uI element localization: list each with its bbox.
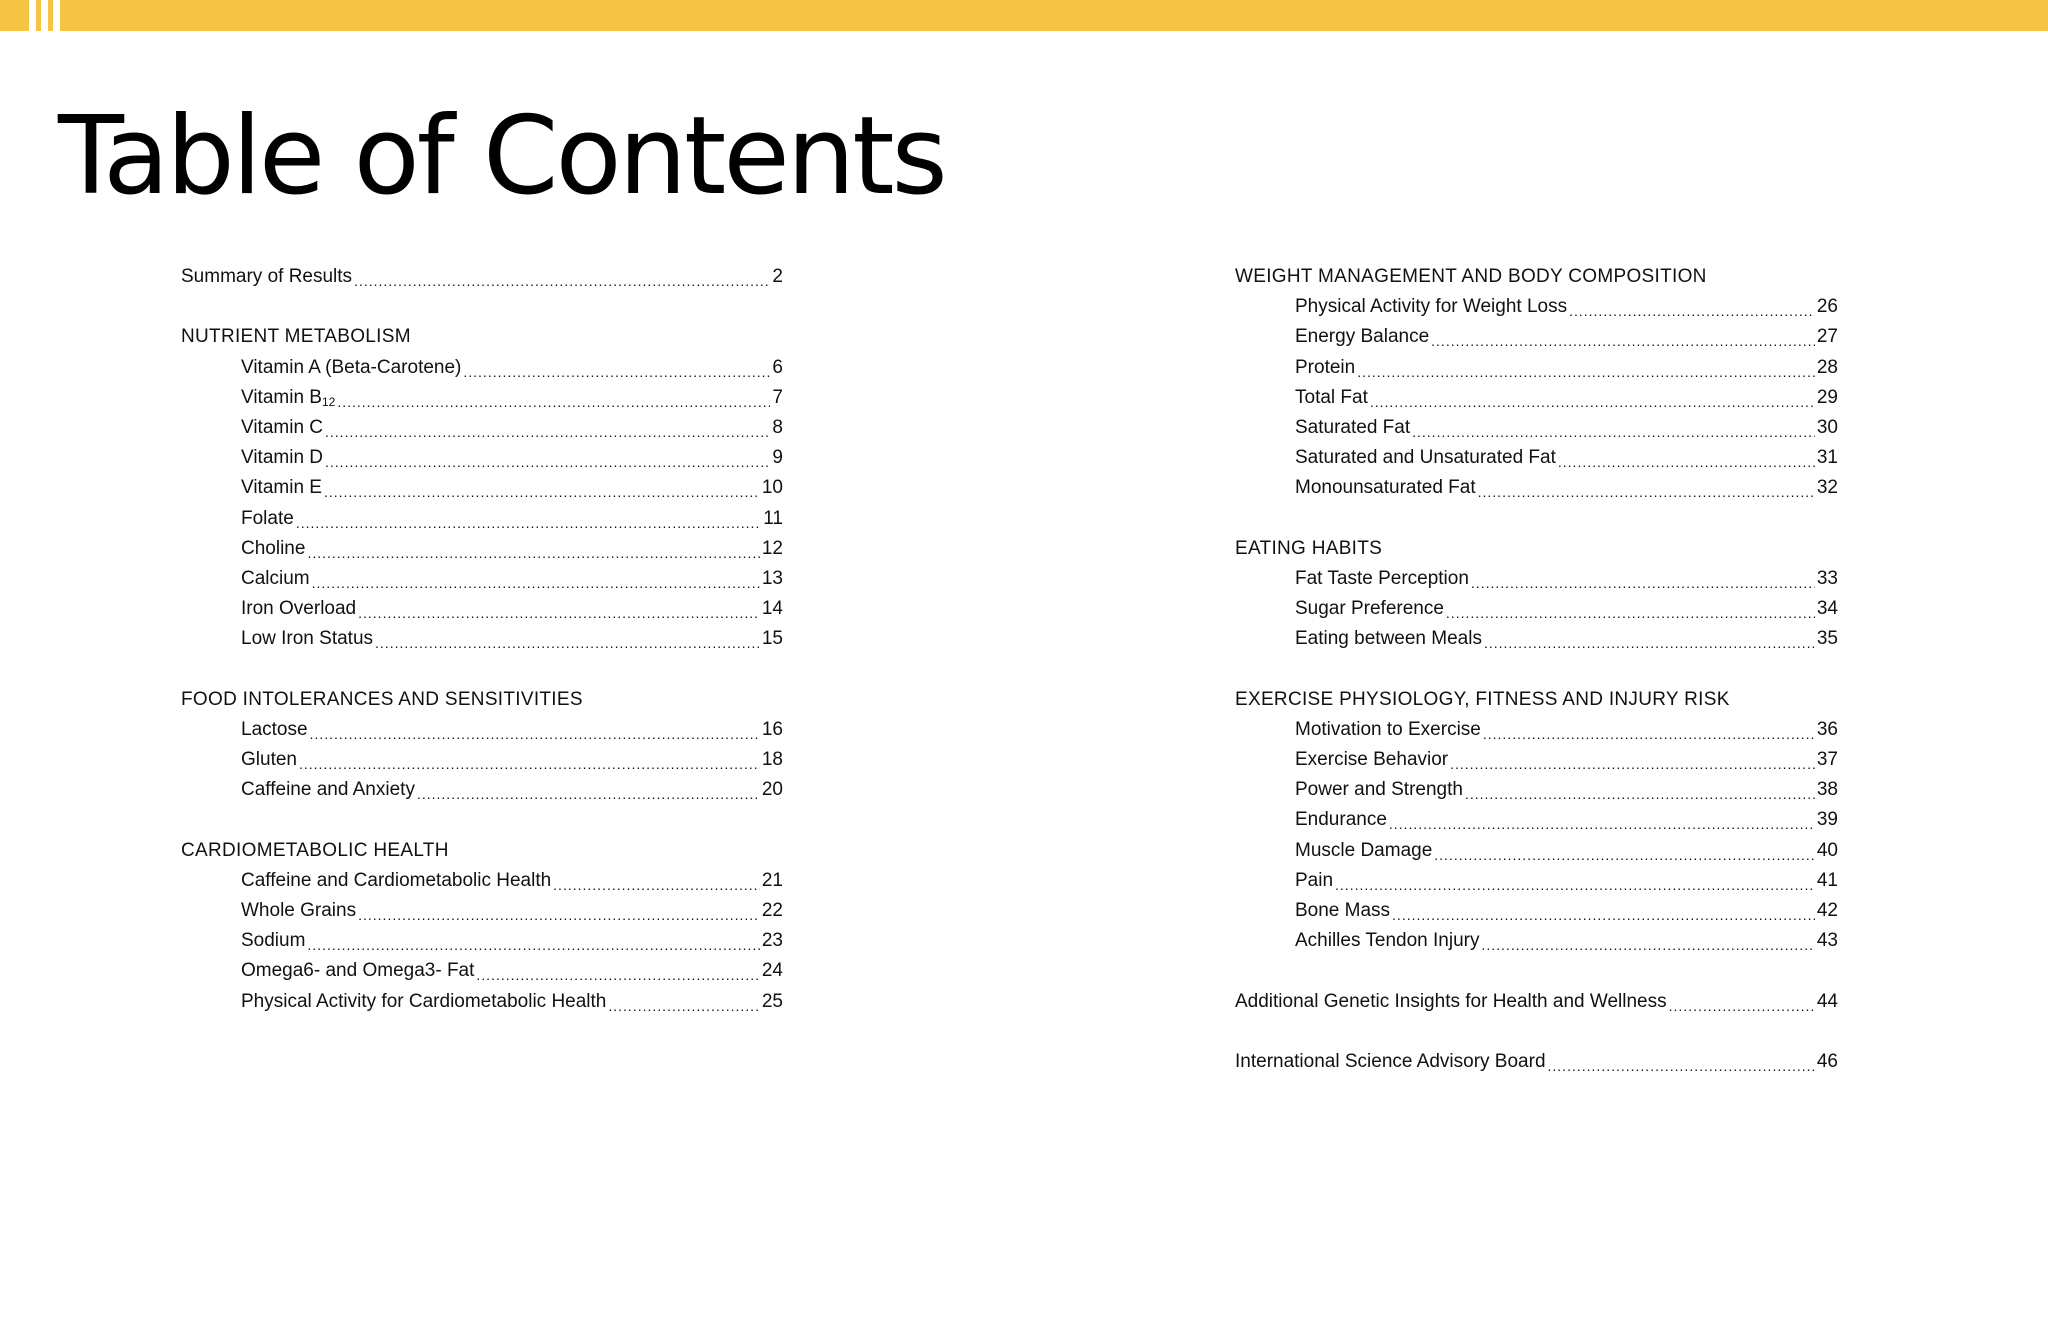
toc-right-trailing — [1235, 987, 1838, 1078]
toc-entry-label — [1295, 568, 1469, 590]
toc-entry-label — [241, 779, 415, 801]
toc-entry-label — [241, 508, 294, 530]
toc-section-heading: EXERCISE PHYSIOLOGY, FITNESS AND INJURY RISK — [1235, 688, 1730, 710]
dot-leader — [1481, 937, 1814, 953]
dot-leader — [553, 877, 760, 893]
dot-leader — [1450, 756, 1815, 772]
toc-entry[interactable] — [181, 473, 783, 503]
toc-entry[interactable] — [1235, 745, 1838, 775]
toc-entry[interactable] — [181, 504, 783, 534]
dot-leader — [1370, 394, 1815, 410]
toc-entry-label — [1295, 387, 1368, 409]
dot-leader — [463, 364, 770, 380]
toc-entry-label — [1295, 870, 1333, 892]
toc-entry-label — [1295, 296, 1567, 318]
toc-entry-label — [241, 357, 461, 379]
dot-leader — [1548, 1058, 1815, 1074]
toc-page-number: 31 — [1816, 447, 1838, 469]
toc-entry[interactable] — [181, 383, 783, 413]
toc-entry[interactable] — [1235, 413, 1838, 443]
toc-section-heading: NUTRIENT METABOLISM — [181, 326, 411, 348]
toc-entry-label — [241, 749, 297, 771]
dot-leader — [1483, 726, 1815, 742]
toc-entry-label — [1295, 477, 1476, 499]
toc-entry-text: Sugar Preference — [1295, 598, 1444, 620]
toc-entry-text: Achilles Tendon Injury — [1295, 930, 1480, 952]
toc-entry-text: Fat Taste Perception — [1295, 567, 1469, 589]
toc-entry[interactable] — [1235, 896, 1838, 926]
toc-entry-text: Folate — [241, 507, 294, 529]
dot-leader — [1569, 303, 1815, 319]
dot-leader — [375, 635, 760, 651]
toc-entry-text: Choline — [241, 537, 306, 559]
toc-page-number: 41 — [1816, 869, 1838, 891]
toc-entry-label — [241, 991, 606, 1013]
dot-leader — [358, 605, 760, 621]
toc-page-number: 7 — [772, 386, 783, 408]
toc-entry-text: Lactose — [241, 718, 308, 740]
dot-leader — [1434, 847, 1815, 863]
toc-entry[interactable] — [1235, 624, 1838, 654]
toc-entry-text: Low Iron Status — [241, 628, 374, 650]
toc-entry-label — [1295, 598, 1444, 620]
dot-leader — [1392, 907, 1815, 923]
toc-entry-text: Endurance — [1295, 809, 1387, 831]
subscript: 12 — [321, 394, 336, 409]
accent-stripe — [41, 0, 48, 31]
toc-entry-text: Monounsaturated Fat — [1295, 477, 1476, 499]
toc-entry-text: Pain — [1295, 869, 1334, 891]
dot-leader — [1465, 786, 1815, 802]
toc-section-heading: WEIGHT MANAGEMENT AND BODY COMPOSITION — [1235, 266, 1707, 288]
toc-entry-label — [241, 719, 308, 741]
toc-page-number: 42 — [1816, 900, 1838, 922]
dot-leader — [1335, 877, 1815, 893]
toc-page-number: 12 — [761, 537, 783, 559]
toc-page-number: 28 — [1816, 356, 1838, 378]
toc-entry-label — [241, 628, 373, 650]
toc-page-number: 15 — [761, 628, 783, 650]
dot-leader — [296, 515, 761, 531]
dot-leader — [476, 967, 759, 983]
toc-page-number: 11 — [763, 507, 783, 529]
toc-entry[interactable] — [181, 926, 783, 956]
toc-entry-text: Gluten — [241, 749, 297, 771]
toc-page-number: 14 — [761, 598, 783, 620]
toc-page-number: 16 — [761, 718, 783, 740]
dot-leader — [417, 786, 760, 802]
toc-entry-label — [1295, 628, 1482, 650]
dot-leader — [325, 454, 770, 470]
toc-entry[interactable] — [1235, 443, 1838, 473]
toc-left-column — [181, 262, 783, 1017]
toc-page-number: 22 — [761, 900, 783, 922]
toc-entry-text: Vitamin B — [241, 386, 322, 408]
toc-entry[interactable] — [1235, 322, 1838, 352]
toc-entry-text: Power and Strength — [1295, 779, 1463, 801]
toc-entry-label — [241, 870, 551, 892]
toc-entry[interactable] — [181, 353, 783, 383]
dot-leader — [310, 726, 760, 742]
toc-page-number: 10 — [761, 477, 783, 499]
toc-entry-label — [1295, 417, 1410, 439]
toc-entry[interactable] — [1235, 473, 1838, 503]
toc-entry-label — [241, 960, 474, 982]
accent-stripe — [53, 0, 60, 31]
dot-leader — [1431, 333, 1815, 349]
toc-page-number: 30 — [1816, 417, 1838, 439]
dot-leader — [1412, 424, 1815, 440]
toc-page-number: 34 — [1816, 598, 1838, 620]
dot-leader — [337, 394, 770, 410]
toc-entry-label — [1295, 719, 1481, 741]
toc-page-number: 38 — [1816, 779, 1838, 801]
toc-entry[interactable] — [1235, 987, 1838, 1017]
toc-page-number: 46 — [1816, 1050, 1838, 1072]
toc-entry[interactable] — [181, 715, 783, 745]
toc-entry-text: Vitamin D — [241, 447, 324, 469]
toc-page-number: 21 — [761, 869, 783, 891]
toc-entry[interactable] — [181, 956, 783, 986]
toc-entry[interactable] — [181, 896, 783, 926]
toc-entry-label — [241, 568, 310, 590]
toc-entry-text: Motivation to Exercise — [1295, 718, 1481, 740]
toc-section-heading: FOOD INTOLERANCES AND SENSITIVITIES — [181, 688, 583, 710]
dot-leader — [1446, 605, 1815, 621]
toc-entry-text: Omega6- and Omega3- Fat — [241, 960, 475, 982]
toc-entry[interactable] — [181, 987, 783, 1017]
toc-entry-label — [241, 538, 305, 560]
toc-page-number: 25 — [761, 990, 783, 1012]
toc-page-number: 44 — [1816, 990, 1838, 1012]
toc-entry-text: Muscle Damage — [1295, 839, 1433, 861]
toc-section-heading: EATING HABITS — [1235, 537, 1383, 559]
toc-entry-label — [1295, 779, 1463, 801]
toc-page-number: 26 — [1816, 296, 1838, 318]
dot-leader — [354, 273, 770, 289]
toc-entry[interactable] — [1235, 715, 1838, 745]
toc-entry-label — [1295, 357, 1355, 379]
toc-entry-label — [241, 387, 335, 409]
dot-leader — [358, 907, 760, 923]
toc-page-number: 9 — [772, 447, 783, 469]
toc-entry-text: Bone Mass — [1295, 900, 1391, 922]
dot-leader — [1357, 364, 1815, 380]
toc-page-number: 37 — [1816, 749, 1838, 771]
toc-entry-text: Caffeine and Cardiometabolic Health — [241, 869, 552, 891]
toc-entry-label — [241, 417, 323, 439]
toc-entry-label — [1295, 930, 1479, 952]
toc-entry-text: Iron Overload — [241, 598, 357, 620]
toc-entry-label — [1295, 326, 1429, 348]
toc-entry[interactable] — [181, 624, 783, 654]
toc-entry-label — [241, 447, 323, 469]
toc-entry-text: Saturated and Unsaturated Fat — [1295, 447, 1556, 469]
toc-section-heading: CARDIOMETABOLIC HEALTH — [181, 839, 449, 861]
toc-entry-label — [241, 598, 356, 620]
dot-leader — [608, 998, 759, 1014]
toc-entry-text: International Science Advisory Board — [1235, 1050, 1546, 1072]
dot-leader — [1669, 998, 1815, 1014]
toc-entry-text: Additional Genetic Insights for Health and Wellness — [1235, 990, 1667, 1012]
toc-entry[interactable] — [1235, 1047, 1838, 1077]
toc-entry-text: Energy Balance — [1295, 326, 1430, 348]
toc-entry-text: Physical Activity for Weight Loss — [1295, 296, 1568, 318]
top-accent-bar — [0, 0, 2048, 31]
toc-entry-label — [1295, 447, 1556, 469]
toc-entry[interactable] — [181, 534, 783, 564]
toc-entry[interactable] — [181, 413, 783, 443]
toc-left-sections — [181, 322, 783, 1016]
toc-page-number: 8 — [772, 417, 783, 439]
toc-page-number: 20 — [761, 779, 783, 801]
toc-entry-text: Vitamin A (Beta-Carotene) — [241, 356, 462, 378]
toc-entry-text: Physical Activity for Cardiometabolic Health — [241, 990, 607, 1012]
toc-entry-label — [1295, 840, 1432, 862]
dot-leader — [307, 937, 759, 953]
toc-entry[interactable] — [181, 775, 783, 805]
toc-entry-text: Caffeine and Anxiety — [241, 779, 415, 801]
toc-entry[interactable] — [1235, 353, 1838, 383]
dot-leader — [1471, 575, 1815, 591]
toc-entry-label — [1295, 749, 1448, 771]
toc-entry-text: Vitamin C — [241, 417, 324, 439]
toc-page-number: 40 — [1816, 839, 1838, 861]
dot-leader — [1389, 816, 1815, 832]
toc-entry[interactable] — [1235, 866, 1838, 896]
toc-entry[interactable] — [181, 564, 783, 594]
accent-stripe — [29, 0, 36, 31]
toc-entry-text: Whole Grains — [241, 900, 357, 922]
toc-page-number: 24 — [761, 960, 783, 982]
toc-page-number: 18 — [761, 749, 783, 771]
toc-page-number: 27 — [1816, 326, 1838, 348]
toc-entry-label — [1235, 1051, 1546, 1073]
toc-page-number: 6 — [772, 356, 783, 378]
toc-entry-text: Protein — [1295, 356, 1356, 378]
toc-entry[interactable] — [1235, 775, 1838, 805]
toc-entry-label — [1295, 809, 1387, 831]
toc-entry[interactable] — [181, 745, 783, 775]
toc-entry[interactable] — [1235, 564, 1838, 594]
toc-right-sections — [1235, 262, 1838, 956]
dot-leader — [325, 424, 770, 440]
toc-page-number: 33 — [1816, 567, 1838, 589]
toc-entry[interactable] — [181, 594, 783, 624]
toc-page-number: 43 — [1816, 930, 1838, 952]
dot-leader — [299, 756, 760, 772]
toc-entry[interactable] — [1235, 926, 1838, 956]
dot-leader — [307, 545, 759, 561]
toc-entry-text: Vitamin E — [241, 477, 322, 499]
toc-entry[interactable] — [1235, 383, 1838, 413]
toc-entry-label — [1235, 991, 1667, 1013]
toc-entry-summary[interactable] — [181, 262, 783, 292]
toc-entry-text: Calcium — [241, 567, 310, 589]
dot-leader — [312, 575, 760, 591]
toc-page-number: 13 — [761, 567, 783, 589]
toc-entry[interactable] — [1235, 292, 1838, 322]
toc-entry-label — [241, 900, 356, 922]
toc-entry[interactable] — [1235, 836, 1838, 866]
toc-entry-label — [241, 477, 322, 499]
toc-entry-text: Eating between Meals — [1295, 628, 1482, 650]
dot-leader — [1558, 454, 1815, 470]
toc-entry-text: Sodium — [241, 930, 306, 952]
toc-entry[interactable] — [1235, 594, 1838, 624]
page-title: Table of Contents — [58, 94, 945, 219]
toc-entry-text: Saturated Fat — [1295, 417, 1411, 439]
toc-page-number: 39 — [1816, 809, 1838, 831]
toc-entry-label — [1295, 900, 1390, 922]
toc-page-number: 29 — [1816, 386, 1838, 408]
toc-page-number: 36 — [1816, 718, 1838, 740]
toc-entry[interactable] — [1235, 805, 1838, 835]
toc-page-number: 35 — [1816, 628, 1838, 650]
toc-entry-text: Exercise Behavior — [1295, 749, 1449, 771]
toc-page-number: 2 — [772, 266, 783, 288]
toc-entry[interactable] — [181, 443, 783, 473]
toc-entry-text: Total Fat — [1295, 386, 1368, 408]
toc-right-column — [1235, 262, 1838, 1077]
dot-leader — [324, 484, 760, 500]
dot-leader — [1478, 484, 1815, 500]
toc-entry-label — [241, 930, 305, 952]
toc-entry[interactable] — [181, 866, 783, 896]
toc-entry-label: Summary of Results — [181, 266, 353, 288]
toc-page-number: 23 — [761, 930, 783, 952]
toc-page-number: 32 — [1816, 477, 1838, 499]
dot-leader — [1484, 635, 1815, 651]
